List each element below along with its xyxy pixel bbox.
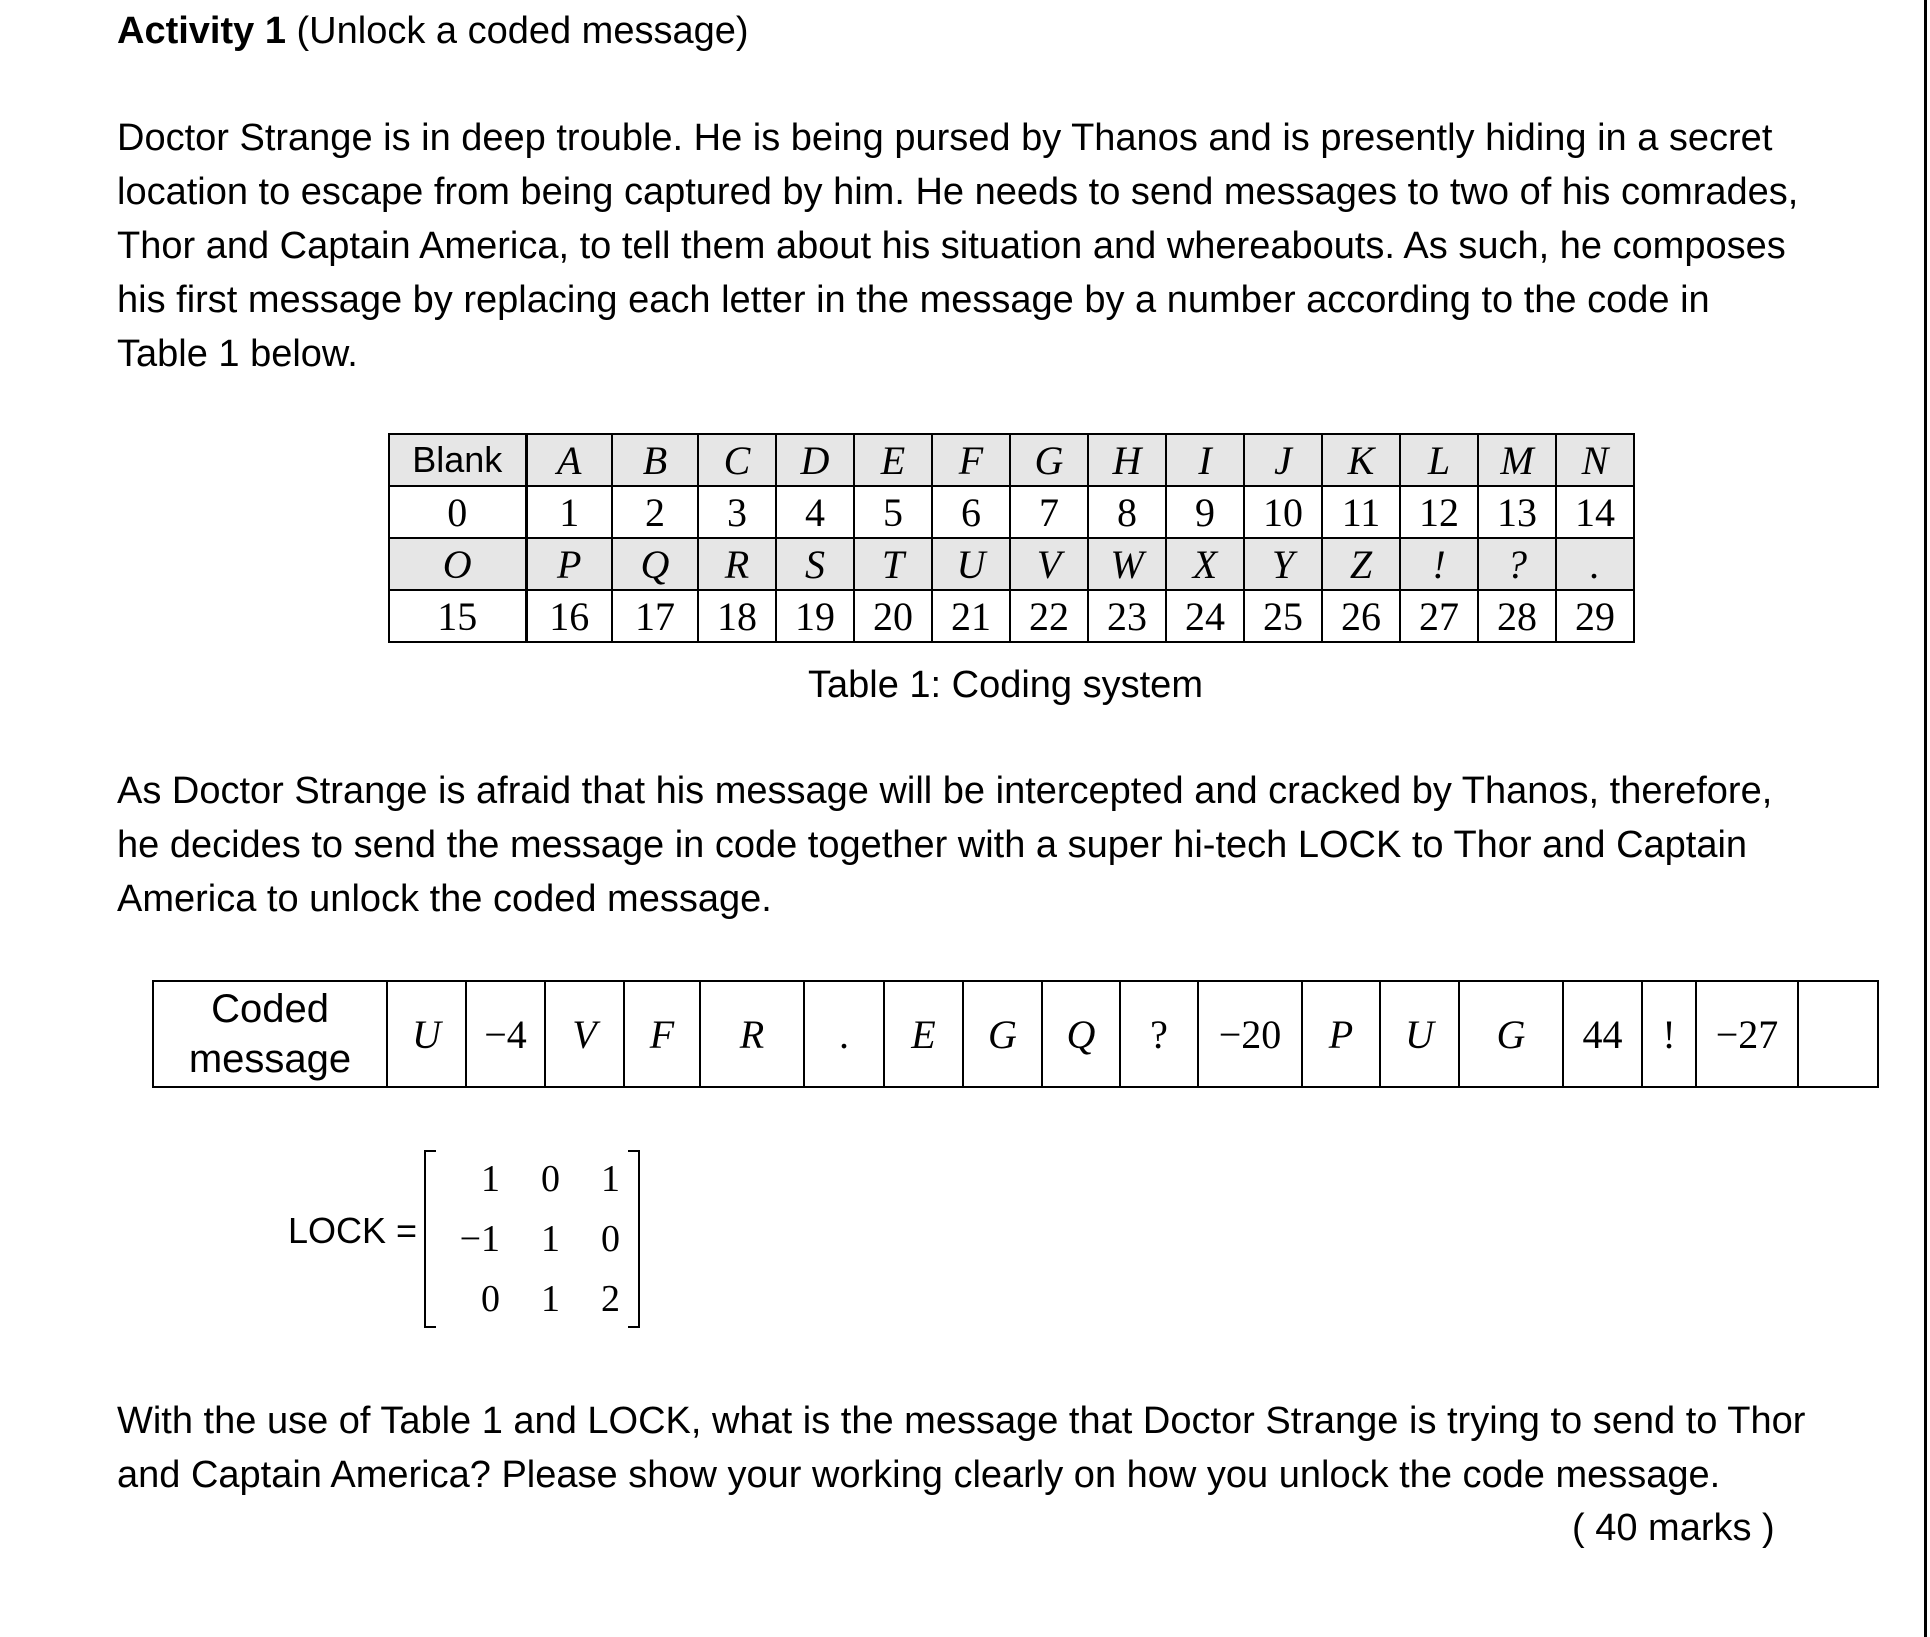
intro-line: location to escape from being captured by him. He needs to send messages to two of his comrades, xyxy=(117,171,1799,213)
middle-paragraph xyxy=(117,764,1907,926)
matrix-entry: 0 xyxy=(601,1218,620,1260)
code-number-cell: 20 xyxy=(854,590,932,642)
code-number-cell: 21 xyxy=(932,590,1010,642)
coded-message-cell: P xyxy=(1302,981,1380,1087)
code-number-cell: 0 xyxy=(389,486,526,538)
coding-table-caption: Table 1: Coding system xyxy=(808,664,1203,706)
code-number-cell: 14 xyxy=(1556,486,1634,538)
middle-line: As Doctor Strange is afraid that his message will be intercepted and cracked by Thanos, therefore, xyxy=(117,770,1773,812)
code-letter-cell: Q xyxy=(612,538,698,590)
activity-number: Activity 1 xyxy=(117,10,286,52)
page-edge-rule xyxy=(1924,0,1927,1637)
activity-heading xyxy=(117,8,749,54)
matrix-entry: 0 xyxy=(541,1158,560,1200)
matrix-entry: −1 xyxy=(459,1218,500,1260)
code-letter-cell: W xyxy=(1088,538,1166,590)
coded-message-label-line: message xyxy=(188,1037,352,1081)
matrix-entry: 1 xyxy=(601,1158,620,1200)
code-number-cell: 1 xyxy=(526,486,612,538)
code-number-cell: 19 xyxy=(776,590,854,642)
code-number-cell: 5 xyxy=(854,486,932,538)
code-number-cell: 12 xyxy=(1400,486,1478,538)
code-letter-cell: A xyxy=(526,434,612,486)
code-letter-cell: Y xyxy=(1244,538,1322,590)
coded-message-cell: 44 xyxy=(1563,981,1642,1087)
code-number-cell: 16 xyxy=(526,590,612,642)
coded-message-label xyxy=(153,981,387,1087)
matrix-entry: 1 xyxy=(541,1218,560,1260)
coding-table-letters-row xyxy=(389,538,1634,590)
code-letter-cell: D xyxy=(776,434,854,486)
lock-label: LOCK = xyxy=(288,1210,418,1251)
coding-table-numbers-row xyxy=(389,486,1634,538)
coding-table-numbers-row xyxy=(389,590,1634,642)
code-letter-cell: C xyxy=(698,434,776,486)
lock-matrix xyxy=(424,1150,640,1326)
coded-message-cell: F xyxy=(624,981,700,1087)
intro-line: Table 1 below. xyxy=(117,333,358,375)
matrix-entry: 0 xyxy=(481,1278,500,1320)
code-number-cell: 13 xyxy=(1478,486,1556,538)
coded-message-table xyxy=(152,980,1879,1088)
code-number-cell: 17 xyxy=(612,590,698,642)
code-number-cell: 23 xyxy=(1088,590,1166,642)
coded-message-cell: −4 xyxy=(466,981,545,1087)
matrix-entry: 1 xyxy=(541,1278,560,1320)
code-number-cell: 9 xyxy=(1166,486,1244,538)
question-line: and Captain America? Please show your working clearly on how you unlock the code message. xyxy=(117,1454,1721,1496)
coded-message-cell: R xyxy=(700,981,804,1087)
code-letter-cell: F xyxy=(932,434,1010,486)
code-number-cell: 26 xyxy=(1322,590,1400,642)
code-number-cell: 2 xyxy=(612,486,698,538)
code-number-cell: 10 xyxy=(1244,486,1322,538)
code-number-cell: 27 xyxy=(1400,590,1478,642)
code-letter-cell: E xyxy=(854,434,932,486)
code-letter-cell: X xyxy=(1166,538,1244,590)
coding-table-letters-row xyxy=(389,434,1634,486)
code-letter-cell: N xyxy=(1556,434,1634,486)
code-number-cell: 7 xyxy=(1010,486,1088,538)
code-letter-cell: K xyxy=(1322,434,1400,486)
coded-message-label-line: Coded xyxy=(211,987,329,1031)
matrix-entry: 1 xyxy=(481,1158,500,1200)
coded-message-cell: Q xyxy=(1042,981,1120,1087)
code-letter-cell: P xyxy=(526,538,612,590)
coded-message-row xyxy=(153,981,1878,1087)
coded-message-cell: . xyxy=(804,981,884,1087)
coded-message-cell: E xyxy=(884,981,963,1087)
coded-message-cell: ! xyxy=(1642,981,1696,1087)
coded-message-cell: U xyxy=(387,981,466,1087)
code-letter-cell: . xyxy=(1556,538,1634,590)
code-number-cell: 28 xyxy=(1478,590,1556,642)
code-number-cell: 11 xyxy=(1322,486,1400,538)
code-number-cell: 18 xyxy=(698,590,776,642)
coded-message-cell: −27 xyxy=(1696,981,1798,1087)
matrix-right-bracket xyxy=(628,1150,640,1328)
coded-message-cell: −20 xyxy=(1198,981,1302,1087)
code-letter-cell: B xyxy=(612,434,698,486)
code-letter-cell: Z xyxy=(1322,538,1400,590)
coded-message-cell: ? xyxy=(1120,981,1198,1087)
code-letter-cell: T xyxy=(854,538,932,590)
code-number-cell: 15 xyxy=(389,590,526,642)
coded-message-cell xyxy=(1798,981,1878,1087)
code-number-cell: 4 xyxy=(776,486,854,538)
middle-line: he decides to send the message in code together with a super hi-tech LOCK to Thor and Captain xyxy=(117,824,1748,866)
coded-message-cell: G xyxy=(963,981,1042,1087)
activity-title: (Unlock a coded message) xyxy=(285,10,749,52)
code-letter-cell: J xyxy=(1244,434,1322,486)
code-letter-cell: ? xyxy=(1478,538,1556,590)
intro-line: his first message by replacing each letter in the message by a number according to the code in xyxy=(117,279,1710,321)
code-letter-cell: Blank xyxy=(389,434,526,486)
middle-line: America to unlock the coded message. xyxy=(117,878,772,920)
code-letter-cell: U xyxy=(932,538,1010,590)
code-letter-cell: L xyxy=(1400,434,1478,486)
code-number-cell: 29 xyxy=(1556,590,1634,642)
coded-message-cell: G xyxy=(1459,981,1563,1087)
coded-message-cell: U xyxy=(1380,981,1459,1087)
matrix-entry: 2 xyxy=(601,1278,620,1320)
code-number-cell: 24 xyxy=(1166,590,1244,642)
code-letter-cell: O xyxy=(389,538,526,590)
marks-label: ( 40 marks ) xyxy=(1572,1507,1775,1549)
code-number-cell: 25 xyxy=(1244,590,1322,642)
intro-line: Thor and Captain America, to tell them about his situation and whereabouts. As such, he composes xyxy=(117,225,1786,267)
code-number-cell: 6 xyxy=(932,486,1010,538)
intro-paragraph xyxy=(117,111,1907,381)
code-number-cell: 3 xyxy=(698,486,776,538)
code-letter-cell: H xyxy=(1088,434,1166,486)
lock-matrix-entries xyxy=(434,1150,630,1328)
code-letter-cell: S xyxy=(776,538,854,590)
code-number-cell: 8 xyxy=(1088,486,1166,538)
code-letter-cell: ! xyxy=(1400,538,1478,590)
code-letter-cell: I xyxy=(1166,434,1244,486)
code-letter-cell: R xyxy=(698,538,776,590)
question-paragraph xyxy=(117,1394,1907,1502)
code-letter-cell: V xyxy=(1010,538,1088,590)
intro-line: Doctor Strange is in deep trouble. He is being pursed by Thanos and is presently hiding in a secret xyxy=(117,117,1773,159)
code-number-cell: 22 xyxy=(1010,590,1088,642)
code-letter-cell: G xyxy=(1010,434,1088,486)
code-letter-cell: M xyxy=(1478,434,1556,486)
coded-message-cell: V xyxy=(545,981,624,1087)
coding-table xyxy=(388,433,1635,643)
question-line: With the use of Table 1 and LOCK, what is the message that Doctor Strange is trying to send to Thor xyxy=(117,1400,1806,1442)
